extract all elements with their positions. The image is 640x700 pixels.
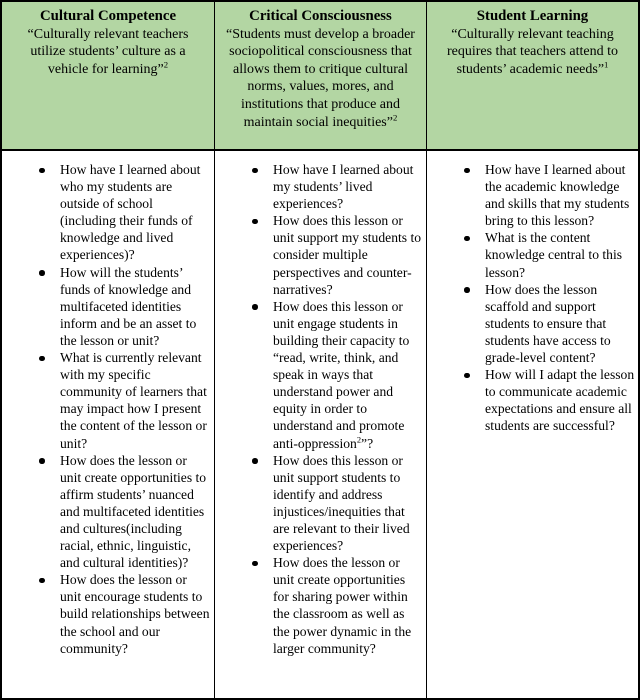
question-item: How will I adapt the lesson to communicate academic expectations and ensure all students are successful?	[485, 367, 635, 434]
column-title-critical-consciousness: Critical Consciousness	[249, 8, 392, 24]
body-student-learning	[426, 151, 638, 698]
question-item: How have I learned about who my students are outside of school (including their funds of knowledge and lived experiences)?	[60, 161, 211, 264]
question-list-cultural-competence	[2, 151, 214, 657]
question-item: How does this lesson or unit support my students to consider multiple perspectives and counter-narratives?	[273, 213, 422, 297]
column-title-student-learning: Student Learning	[476, 8, 589, 24]
question-item: How have I learned about my students’ lived experiences?	[273, 161, 423, 212]
quote-text: “Culturally relevant teaching requires that teachers attend to students’ academic needs”	[446, 26, 619, 77]
header-student-learning	[426, 2, 638, 151]
header-cultural-competence	[2, 2, 214, 151]
question-item: What is currently relevant with my specific community of learners that may impact how I present the content of the lesson or unit?	[60, 349, 211, 452]
question-item: How does this lesson or unit support students to identify and address injustices/inequities that are relevant to their lived experiences?	[273, 452, 423, 555]
header-critical-consciousness	[214, 2, 426, 151]
citation-superscript: 2	[163, 59, 169, 70]
citation-superscript: 2	[392, 111, 398, 122]
column-quote-critical-consciousness	[223, 26, 418, 132]
citation-superscript: 1	[604, 59, 609, 70]
column-quote-student-learning	[435, 26, 630, 79]
question-list-critical-consciousness	[215, 151, 426, 657]
question-item: How does the lesson or unit create opportunities for sharing power within the classroom as well as the power dynamic in the larger community?	[273, 554, 423, 657]
question-item: How will the students’ funds of knowledge and multifaceted identities inform and be an asset to the lesson or unit?	[60, 264, 211, 349]
question-list-student-learning	[427, 151, 638, 435]
question-item: How does the lesson or unit create opportunities to affirm students’ nuanced and multifaceted identities and cultures(including racial, ethnic, linguistic, and cultural identities)?	[60, 452, 211, 572]
quote-text: “Culturally relevant teachers utilize students’ culture as a vehicle for learning”	[27, 26, 189, 77]
question-item: How does the lesson or unit encourage students to build relationships between the school and our community?	[60, 572, 210, 656]
citation-superscript: 2	[356, 433, 362, 444]
question-item: What is the content knowledge central to this lesson?	[485, 229, 635, 280]
quote-text: “Students must develop a broader sociopolitical consciousness that allows them to critique cultural norms, values, mores, and institutions that produce and maintain social inequities”	[226, 26, 415, 130]
body-cultural-competence	[2, 151, 214, 698]
column-title-cultural-competence: Cultural Competence	[39, 8, 177, 24]
question-item: How does this lesson or unit engage students in building their capacity to “read, write, think, and speak in ways that understand power and equity in order to understand and promote anti-oppression$^2$”?	[273, 298, 423, 452]
question-item: How have I learned about the academic knowledge and skills that my students bring to this lesson?	[485, 161, 635, 229]
question-item: How does the lesson scaffold and support students to ensure that students have access to grade-level content?	[485, 281, 635, 366]
body-critical-consciousness	[214, 151, 426, 698]
column-quote-cultural-competence	[10, 26, 206, 79]
